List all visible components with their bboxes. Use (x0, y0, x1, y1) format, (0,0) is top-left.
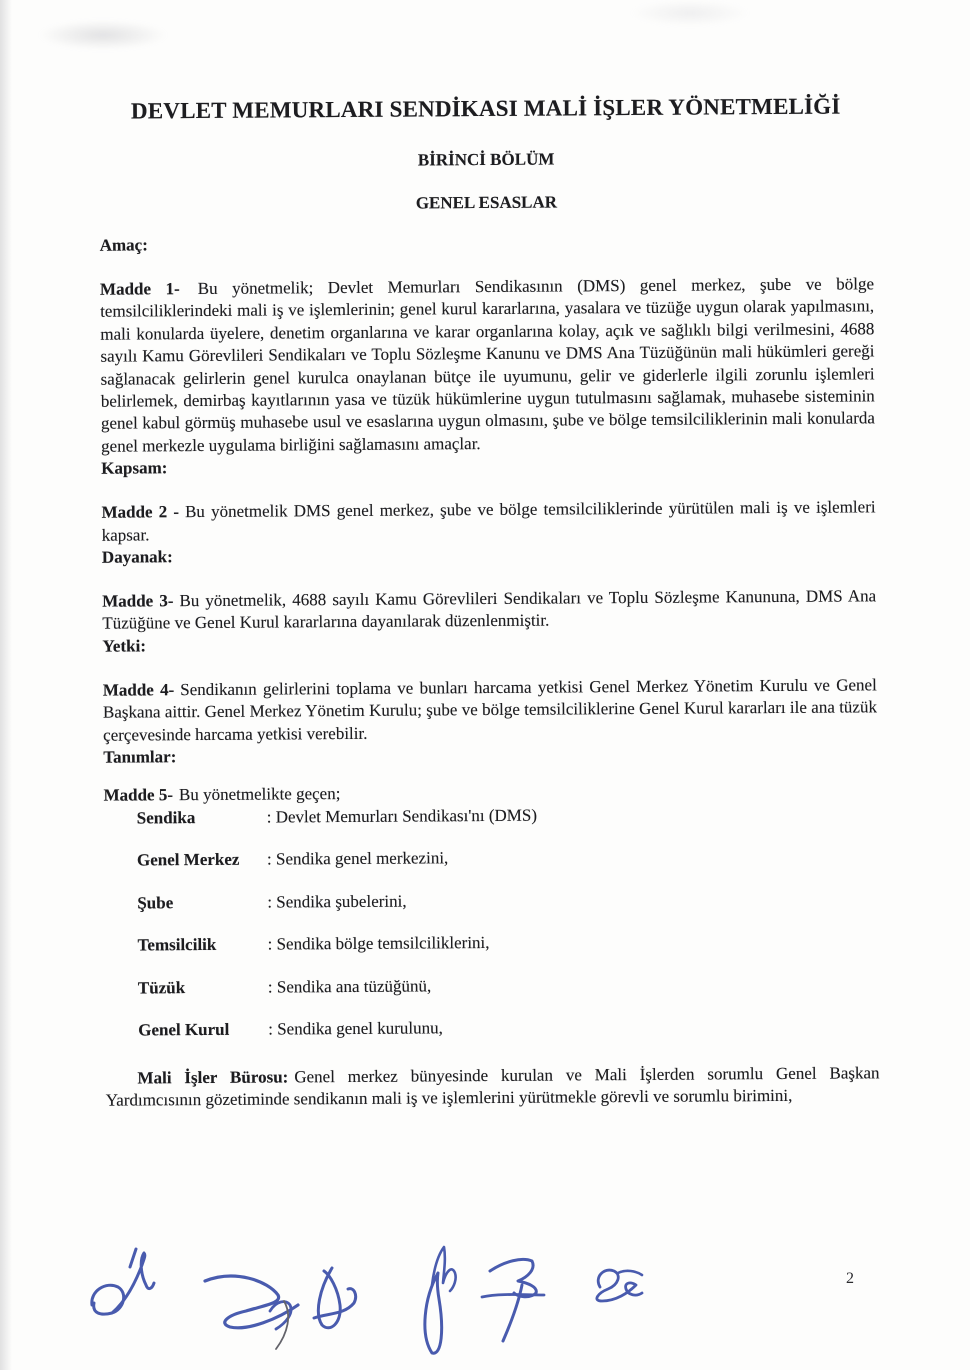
definition-row (137, 844, 878, 871)
madde-1-text: Bu yönetmelik; Devlet Memurları Sendikasının (DMS) genel merkez, şube ve bölge temsilciliklerindeki mali iş ve işlemlerinin; genel kurul kararlarına, yasalara ve tüzüğe uygun olarak yapılmasını, mali konularda üyelere, denetim organlarına ve karar organlarına kolay, açık ve sağlıklı bilgi verilmesini, 4688 sayılı Kamu Görevlileri Sendikaları ve Toplu Sözleşme Kanunu ve DMS Ana Tüzüğünün mali hükümleri gereği sağlanacak gelirlerin genel kurulca onaylanan bütçe ile uyumunu, gelir ve giderlerle ilgili zorunlu işlemleri belirlemek, demirbaş kayıtlarının yasa ve tüzük hükümlerine uygun tutulmasını sağlamak, muhasebe sisteminin genel kabul görmüş muhasebe usul ve esaslarına uygun olmasını, şube ve bölge temsilciliklerinin mali konularda genel merkezle uygulama birliğini sağlamasını amaçlar. (100, 274, 875, 456)
mali-isler-text: Genel merkez bünyesinde kurulan ve Mali İşlerden sorumlu Genel Başkan Yardımcısının gözetiminde sendikanın mali iş ve işlemlerini yürütmekle görevli ve sorumlu birimini, (105, 1063, 880, 1111)
heading-tanimlar: Tanımlar: (103, 747, 177, 767)
signature-5 (597, 1270, 642, 1301)
madde-2-text: Bu yönetmelik DMS genel merkez, şube ve bölge temsilciliklerinde yürütülen mali iş ve işlemleri kapsar. (101, 497, 876, 545)
definition-term: Genel Merkez (136, 849, 240, 870)
madde-1-label: Madde 1- (99, 279, 180, 299)
heading-yetki: Yetki: (102, 636, 147, 656)
madde-5-text: Bu yönetmelikte geçen; (178, 784, 341, 805)
definition-term: Şube (137, 892, 174, 912)
definition-row (138, 929, 879, 956)
definition-value: : Sendika ana tüzüğünü, (267, 975, 432, 997)
scan-edge-shadow (0, 0, 12, 1370)
mali-isler-paragraph (105, 1062, 879, 1112)
madde-1-paragraph (100, 273, 875, 458)
handwritten-signatures (70, 1243, 670, 1363)
heading-dayanak: Dayanak: (101, 547, 173, 567)
definition-row (138, 1014, 879, 1041)
signature-4 (482, 1259, 544, 1341)
signature-1 (92, 1249, 154, 1314)
definition-term: Temsilcilik (137, 934, 217, 955)
definition-row (137, 887, 878, 914)
definitions-list (137, 802, 880, 1042)
definition-value: : Sendika genel kurulunu, (268, 1018, 443, 1039)
heading-kapsam: Kapsam: (101, 458, 168, 478)
madde-5-label: Madde 5- (103, 785, 174, 805)
mali-isler-label: Mali İşler Bürosu: (137, 1067, 289, 1088)
madde-4-text: Sendikanın gelirlerini toplama ve bunları harcama yetkisi Genel Merkez Yönetim Kurulu ve Genel Başkana aittir. Genel Merkez Yönetim Kurulu; şube ve bölge temsilciliklerine Genel Kurul kararları ile ana tüzük çerçevesinde harcama yetkisi verebilir. (102, 675, 878, 745)
definition-value: : Sendika genel merkezini, (266, 848, 449, 869)
definition-term: Sendika (136, 807, 196, 827)
section-heading: GENEL ESASLAR (415, 192, 558, 213)
document-content (98, 0, 880, 1112)
madde-3-label: Madde 3- (102, 591, 174, 611)
madde-2-label: Madde 2 - (101, 502, 180, 522)
definition-value: : Sendika şubelerini, (267, 891, 407, 912)
madde-3-paragraph (102, 585, 876, 635)
signature-3 (425, 1247, 456, 1353)
definition-row (137, 802, 878, 829)
document-title: DEVLET MEMURLARI SENDİKASI MALİ İŞLER YÖNETMELİĞİ (130, 93, 841, 124)
heading-amac: Amaç: (99, 235, 148, 255)
definition-value: : Sendika bölge temsilciliklerini, (267, 932, 490, 954)
definition-term: Genel Kurul (138, 1019, 230, 1040)
madde-4-label: Madde 4- (102, 680, 175, 700)
chapter-heading: BİRİNCİ BÖLÜM (417, 149, 555, 170)
madde-4-paragraph (103, 674, 877, 747)
madde-2-paragraph (101, 497, 875, 547)
madde-3-text: Bu yönetmelik, 4688 sayılı Kamu Görevlileri Sendikaları ve Toplu Sözleşme Kanununa, DMS Ana Tüzüğüne ve Genel Kurul kararlarına dayanılarak düzenlenmiştir. (102, 586, 877, 634)
definition-row (138, 972, 879, 999)
signature-2 (205, 1268, 356, 1349)
definition-value: : Devlet Memurları Sendikası'nı (DMS) (266, 805, 538, 827)
page-number: 2 (846, 1270, 854, 1287)
definition-term: Tüzük (137, 977, 186, 997)
